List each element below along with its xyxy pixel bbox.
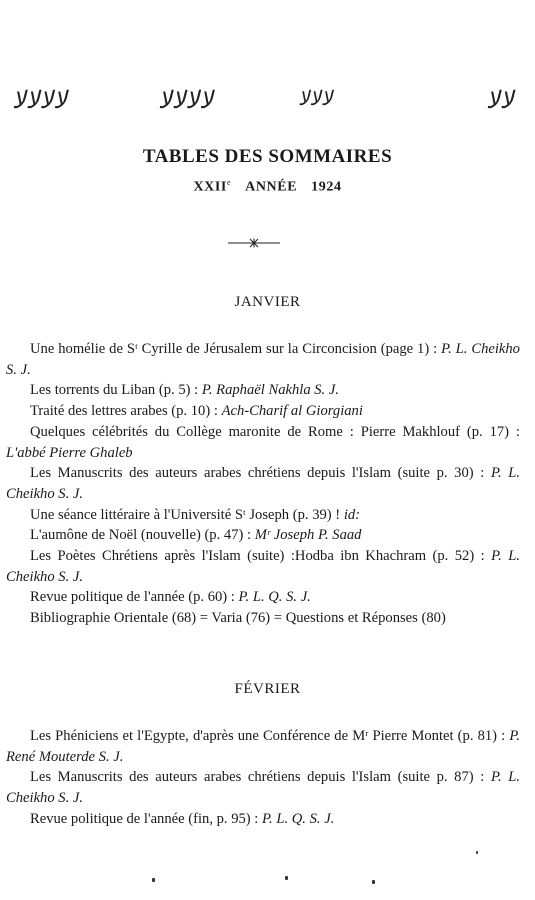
entry-title: Quelques célébrités du Collège maronite de Rome : Pierre Makhlouf (p. 17) : [30, 423, 520, 440]
toc-entry [6, 525, 520, 546]
toc-entry [6, 608, 520, 629]
toc-entry [6, 546, 520, 587]
entry-author: P. L. Cheikho S. J. [6, 341, 520, 378]
toc-entry [6, 422, 520, 463]
handwritten-annotations [0, 78, 535, 118]
entry-title: Revue politique de l'année (p. 60) : [30, 589, 239, 606]
entry-title: Revue politique de l'année (fin, p. 95) : [30, 810, 263, 827]
entry-title: L'aumône de Noël (nouvelle) (p. 47) : [30, 527, 255, 544]
entry-title: Une homélie de Sᵗ Cyrille de Jérusalem sur la Circoncision (page 1) : [30, 341, 442, 357]
entry-title: Les Phéniciens et l'Egypte, d'après une Conférence de Mʳ Pierre Montet (p. 81) : [30, 728, 510, 744]
entry-author: P. L. Q. S. J. [262, 810, 335, 827]
entry-title: Traité des lettres arabes (p. 10) : [30, 403, 222, 420]
ornament-divider-icon [228, 238, 280, 248]
entry-title: Les torrents du Liban (p. 5) : [30, 382, 202, 399]
volume-number: XXII [193, 179, 227, 195]
entry-title: Une séance littéraire à l'Université Sᵗ Joseph (p. 39) ! [30, 506, 344, 523]
entry-title: Les Manuscrits des auteurs arabes chrétiens depuis l'Islam (suite p. 30) : [30, 465, 491, 482]
section-heading: JANVIER [234, 294, 301, 310]
entry-author: P. L. Cheikho S. J. [6, 465, 520, 502]
year: 1924 [311, 179, 342, 195]
toc-entry [6, 463, 520, 504]
entry-author: P. L. Cheikho S. J. [6, 548, 520, 585]
entry-title: Bibliographie Orientale (68) = Varia (76) = Questions et Réponses (80) [30, 610, 446, 627]
section-entries [6, 726, 520, 830]
entry-author: P. Raphaël Nakhla S. J. [201, 382, 339, 399]
handwritten-note: ﻻﻻﻻﻻ [12, 86, 67, 114]
entry-author: L'abbé Pierre Ghaleb [6, 444, 133, 461]
entry-author: Ach-Charif al Giorgiani [221, 403, 363, 420]
page-title: TABLES DES SOMMAIRES [142, 146, 393, 167]
page-subtitle [0, 178, 535, 196]
toc-entry [6, 809, 520, 830]
toc-entry [6, 587, 520, 608]
toc-entry [6, 401, 520, 422]
toc-entry [6, 505, 520, 526]
handwritten-note: ﻻﻻ [486, 86, 514, 114]
toc-entry [6, 339, 520, 380]
toc-entry [6, 767, 520, 808]
entry-title: Les Poètes Chrétiens après l'Islam (suite) :Hodba ibn Khachram (p. 52) : [30, 548, 492, 565]
toc-entry [6, 380, 520, 401]
entry-author: P. L. Q. S. J. [238, 589, 311, 606]
handwritten-note: ﻻﻻﻻ [298, 86, 333, 110]
entry-author: Mʳ Joseph P. Saad [254, 527, 362, 544]
entry-title: Les Manuscrits des auteurs arabes chrétiens depuis l'Islam (suite p. 87) : [30, 769, 491, 786]
entry-author: P. L. Cheikho S. J. [6, 769, 520, 807]
entry-author: P. René Mouterde S. J. [6, 728, 520, 765]
year-label: ANNÉE [245, 179, 298, 195]
handwritten-note: ﻻﻻﻻﻻ [158, 86, 213, 114]
entry-author: id: [343, 506, 361, 523]
section-entries [6, 339, 520, 629]
toc-entry [6, 726, 520, 767]
section-heading: FÉVRIER [234, 681, 301, 697]
volume-suffix: e [226, 178, 232, 187]
